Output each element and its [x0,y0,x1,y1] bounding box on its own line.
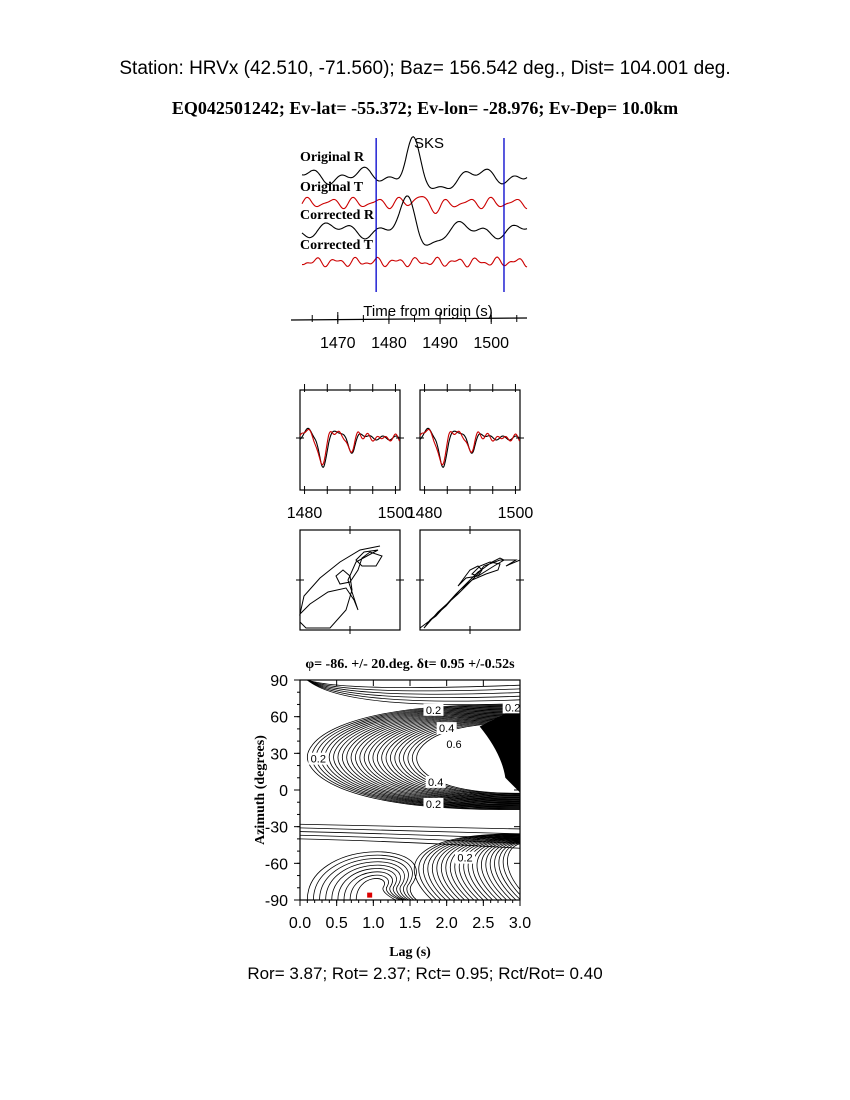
lag-tick-label: 2.5 [472,915,495,932]
contour-lower-band [300,828,527,834]
lag-tick-label: 1.0 [362,915,385,932]
overlay-right-panel [407,384,534,522]
trace-label-2: Corrected R [300,208,374,223]
particle-motion-corrected-curve [420,558,520,628]
overlay-tick-label: 1500 [497,505,534,522]
result-ratios: Ror= 3.87; Rot= 2.37; Rct= 0.95; Rct/Rot= 0.40 [247,964,603,983]
lag-tick-label: 0.0 [288,915,312,932]
best-fit-marker [367,893,372,898]
time-tick-label: 1480 [371,335,407,352]
contour-label: 0.2 [425,704,442,717]
azimuth-axis-label: Azimuth (degrees) [253,735,268,845]
contour-lower-right [486,841,528,900]
overlay-right-ticks [407,384,534,522]
particle-motion-corrected-panel [416,526,524,634]
azimuth-tick-label: 0 [279,783,288,800]
misfit-panel [253,657,531,960]
contour-lower-right [503,843,527,900]
station-header: Station: HRVx (42.510, -71.560); Baz= 156.542 deg., Dist= 104.001 deg. [119,58,731,79]
contour-lower-right [507,843,530,900]
waveform-panel [291,135,527,352]
contour-label: 0.2 [505,702,521,715]
contour-lower-band [300,824,527,829]
contour-label: 0.2 [310,753,326,766]
azimuth-tick-label: -60 [264,856,288,874]
contour-label: 0.6 [446,739,462,751]
overlay-transverse-trace [420,429,520,464]
azimuth-tick-label: 90 [270,673,288,690]
contour-label: 0.2 [425,798,442,811]
overlay-radial-trace [420,428,520,467]
misfit-title: φ= -86. +/- 20.deg. δt= 0.95 +/-0.52s [305,657,515,672]
contour-lower-right [495,842,528,900]
time-axis-label: Time from origin (s) [363,303,493,320]
overlay-left-traces [300,428,400,467]
lag-tick-label: 3.0 [508,915,532,932]
lag-tick-label: 1.5 [398,915,422,932]
lag-tick-label: 2.0 [435,915,458,932]
azimuth-tick-label: -30 [264,819,288,837]
contour-label: 0.2 [457,852,473,865]
contour-lower-right [428,835,528,900]
misfit-contours [300,680,530,908]
trace-label-3: Corrected T [300,238,373,253]
trace-corrected-t [302,257,527,267]
azimuth-tick-label: 60 [270,709,288,727]
particle-motion-original-frame [300,530,400,630]
azimuth-tick-label: 30 [270,746,288,764]
overlay-left-panel [287,384,414,522]
lag-axis-label: Lag (s) [389,945,431,960]
overlay-tick-label: 1480 [286,505,323,522]
overlay-tick-label: 1500 [377,505,414,522]
overlay-tick-label: 1480 [406,505,443,522]
overlay-right-traces [420,428,520,467]
trace-label-0: Original R [300,150,365,165]
contour-top [307,680,527,688]
contour-label: 0.4 [428,776,444,789]
event-header: EQ042501242; Ev-lat= -55.372; Ev-lon= -28.976; Ev-Dep= 10.0km [171,98,679,118]
phase-label: SKS [413,135,444,152]
overlay-transverse-trace [300,429,400,464]
particle-motion-original-panel [296,526,404,634]
overlay-radial-trace [300,428,400,467]
overlay-left-ticks [287,384,414,522]
contour-label: 0.4 [439,723,455,736]
particle-motion-original-curve [300,546,382,628]
time-tick-label: 1470 [319,335,356,352]
lag-tick-label: 0.5 [325,915,348,932]
time-tick-label: 1490 [422,335,458,352]
azimuth-tick-label: -90 [264,893,288,910]
time-tick-label: 1500 [473,335,510,352]
trace-label-1: Original T [300,180,364,195]
